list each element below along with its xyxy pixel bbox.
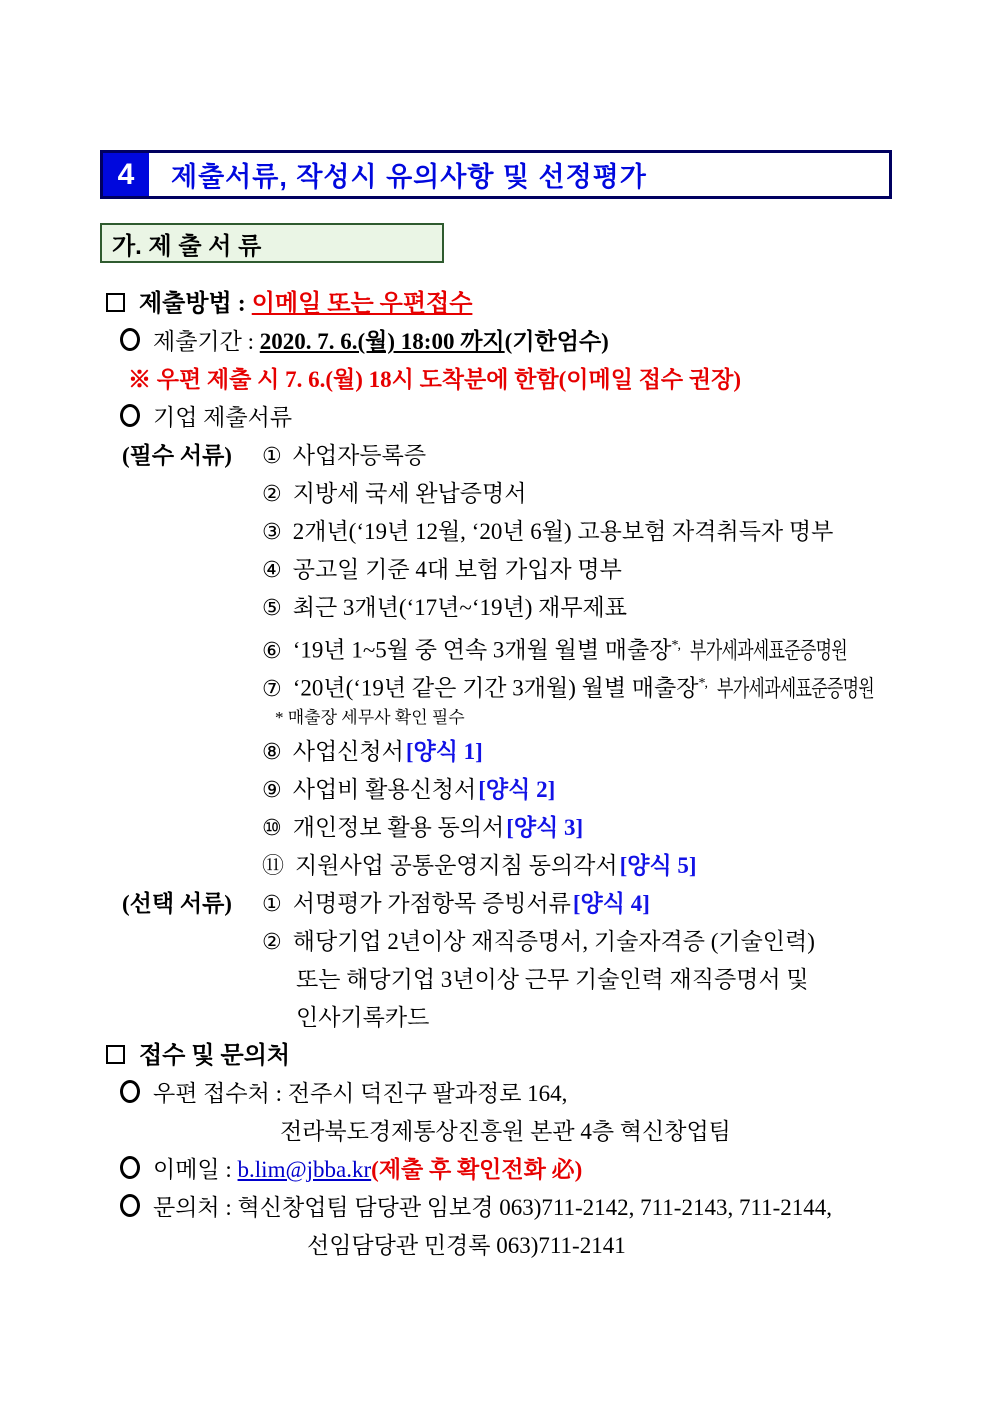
item-number: ⑨ <box>262 778 282 803</box>
list-item <box>100 809 892 847</box>
checkbox-bullet-icon <box>106 1045 125 1064</box>
item-number: ④ <box>262 558 282 583</box>
item-text: 사업비 활용신청서 <box>292 777 477 802</box>
list-item <box>100 771 892 809</box>
item-number: ① <box>262 444 282 469</box>
subsection-title: 가. 제 출 서 류 <box>112 232 262 260</box>
item-number: ⑪ <box>262 854 285 879</box>
inquiry-value: 혁신창업팀 담당관 임보경 063)711-2142, 711-2143, 711-2144, <box>237 1195 833 1220</box>
form-reference: [양식 1] <box>405 739 483 764</box>
email-line <box>100 1151 892 1189</box>
form-reference: [양식 2] <box>478 777 556 802</box>
list-item <box>100 733 892 771</box>
inquiry-continuation: 선임담당관 민경록 063)711-2141 <box>307 1233 626 1258</box>
item-text: 최근 3개년(‘17년~‘19년) 재무제표 <box>292 595 627 620</box>
submission-period-label: 제출기간 : <box>153 329 255 354</box>
item-text: ‘19년 1~5월 중 연속 3개월 월별 매출장 <box>292 637 672 663</box>
section-number-badge: 4 <box>103 153 149 196</box>
item-text: 개인정보 활용 동의서 <box>292 815 505 840</box>
form-reference: [양식 3] <box>506 815 584 840</box>
list-item <box>100 589 892 627</box>
item-number: ⑦ <box>262 676 282 702</box>
postal-address-value: 전주시 덕진구 팔과정로 164, <box>287 1081 568 1106</box>
item-text: 사업자등록증 <box>292 443 427 468</box>
company-docs-heading-text: 기업 제출서류 <box>153 405 293 430</box>
submission-method-line <box>100 285 892 323</box>
item-number: ⑩ <box>262 816 282 841</box>
item-text: 지원사업 공통운영지침 동의각서 <box>295 853 618 878</box>
form-reference: [양식 5] <box>619 853 697 878</box>
inquiry-label: 문의처 : <box>153 1195 232 1220</box>
email-link[interactable]: b.lim@jbba.kr <box>237 1157 372 1182</box>
list-item <box>100 847 892 885</box>
submission-period-suffix: (기한엄수) <box>504 329 609 354</box>
list-item-continuation: 인사기록카드 <box>296 1005 430 1030</box>
circle-bullet-icon <box>120 1080 140 1103</box>
postal-deadline-note-text: 우편 제출 시 7. 6.(월) 18시 도착분에 한함(이메일 접수 권장) <box>156 367 741 392</box>
postal-deadline-note <box>100 361 892 399</box>
required-docs-label: (필수 서류) <box>122 443 232 468</box>
submission-method-value: 이메일 또는 우편접수 <box>251 291 473 317</box>
optional-docs-section <box>100 885 892 1037</box>
submission-period-value: 2020. 7. 6.(월) 18:00 까지 <box>259 329 505 354</box>
list-item <box>100 665 892 703</box>
list-item <box>100 475 892 513</box>
list-item <box>100 923 892 961</box>
item-text: 해당기업 2년이상 재직증명서, 기술자격증 (기술인력) <box>292 929 815 954</box>
circle-bullet-icon <box>120 1156 140 1179</box>
postal-address-label: 우편 접수처 : <box>153 1081 282 1106</box>
list-item <box>100 551 892 589</box>
submission-method-label: 제출방법 : <box>139 291 246 317</box>
item-text-condensed: 부가세과세표준증명원 <box>689 637 847 663</box>
document-page <box>100 0 892 1265</box>
circle-bullet-icon <box>120 1194 140 1217</box>
postal-address-line <box>100 1075 892 1113</box>
form-reference: [양식 4] <box>572 891 650 916</box>
list-item-continuation: 또는 해당기업 3년이상 근무 기술인력 재직증명서 및 <box>296 967 809 992</box>
subsection-box <box>100 223 444 263</box>
item-text: 사업신청서 <box>292 739 404 764</box>
item-text: 2개년(‘19년 12월, ‘20년 6월) 고용보험 자격취득자 명부 <box>292 519 834 544</box>
company-docs-heading <box>100 399 892 437</box>
section-title: 제출서류, 작성시 유의사항 및 선정평가 <box>171 162 647 192</box>
item-number: ⑤ <box>262 596 282 621</box>
email-note: (제출 후 확인전화 必) <box>371 1157 583 1182</box>
contact-heading-line <box>100 1037 892 1075</box>
item-text: 서명평가 가점항목 증빙서류 <box>292 891 571 916</box>
required-docs-section <box>100 437 892 885</box>
reference-mark-icon: ※ <box>128 367 151 392</box>
footnote-marker: *, <box>671 638 680 653</box>
footnote-marker: *, <box>698 676 707 691</box>
contact-heading-text: 접수 및 문의처 <box>139 1043 291 1069</box>
item-number: ② <box>262 482 282 507</box>
circle-bullet-icon <box>120 404 140 427</box>
inquiry-line <box>100 1189 892 1227</box>
checkbox-bullet-icon <box>106 293 125 312</box>
item-number: ⑧ <box>262 740 282 765</box>
item-number: ③ <box>262 520 282 545</box>
section-header <box>100 150 892 199</box>
email-label: 이메일 : <box>153 1157 232 1182</box>
sales-ledger-footnote: * 매출장 세무사 확인 필수 <box>275 708 465 727</box>
list-item <box>100 513 892 551</box>
circle-bullet-icon <box>120 328 140 351</box>
item-number: ① <box>262 892 282 917</box>
optional-docs-label: (선택 서류) <box>122 891 232 916</box>
item-text: ‘20년(‘19년 같은 기간 3개월) 월별 매출장 <box>292 675 699 701</box>
list-item <box>100 627 892 665</box>
item-text: 공고일 기준 4대 보험 가입자 명부 <box>292 557 622 582</box>
item-number: ② <box>262 930 282 955</box>
item-number: ⑥ <box>262 638 282 664</box>
submission-period-line <box>100 323 892 361</box>
postal-address-continuation: 전라북도경제통상진흥원 본관 4층 혁신창업팀 <box>280 1119 731 1144</box>
item-text: 지방세 국세 완납증명서 <box>292 481 527 506</box>
item-text-condensed: 부가세과세표준증명원 <box>716 675 874 701</box>
